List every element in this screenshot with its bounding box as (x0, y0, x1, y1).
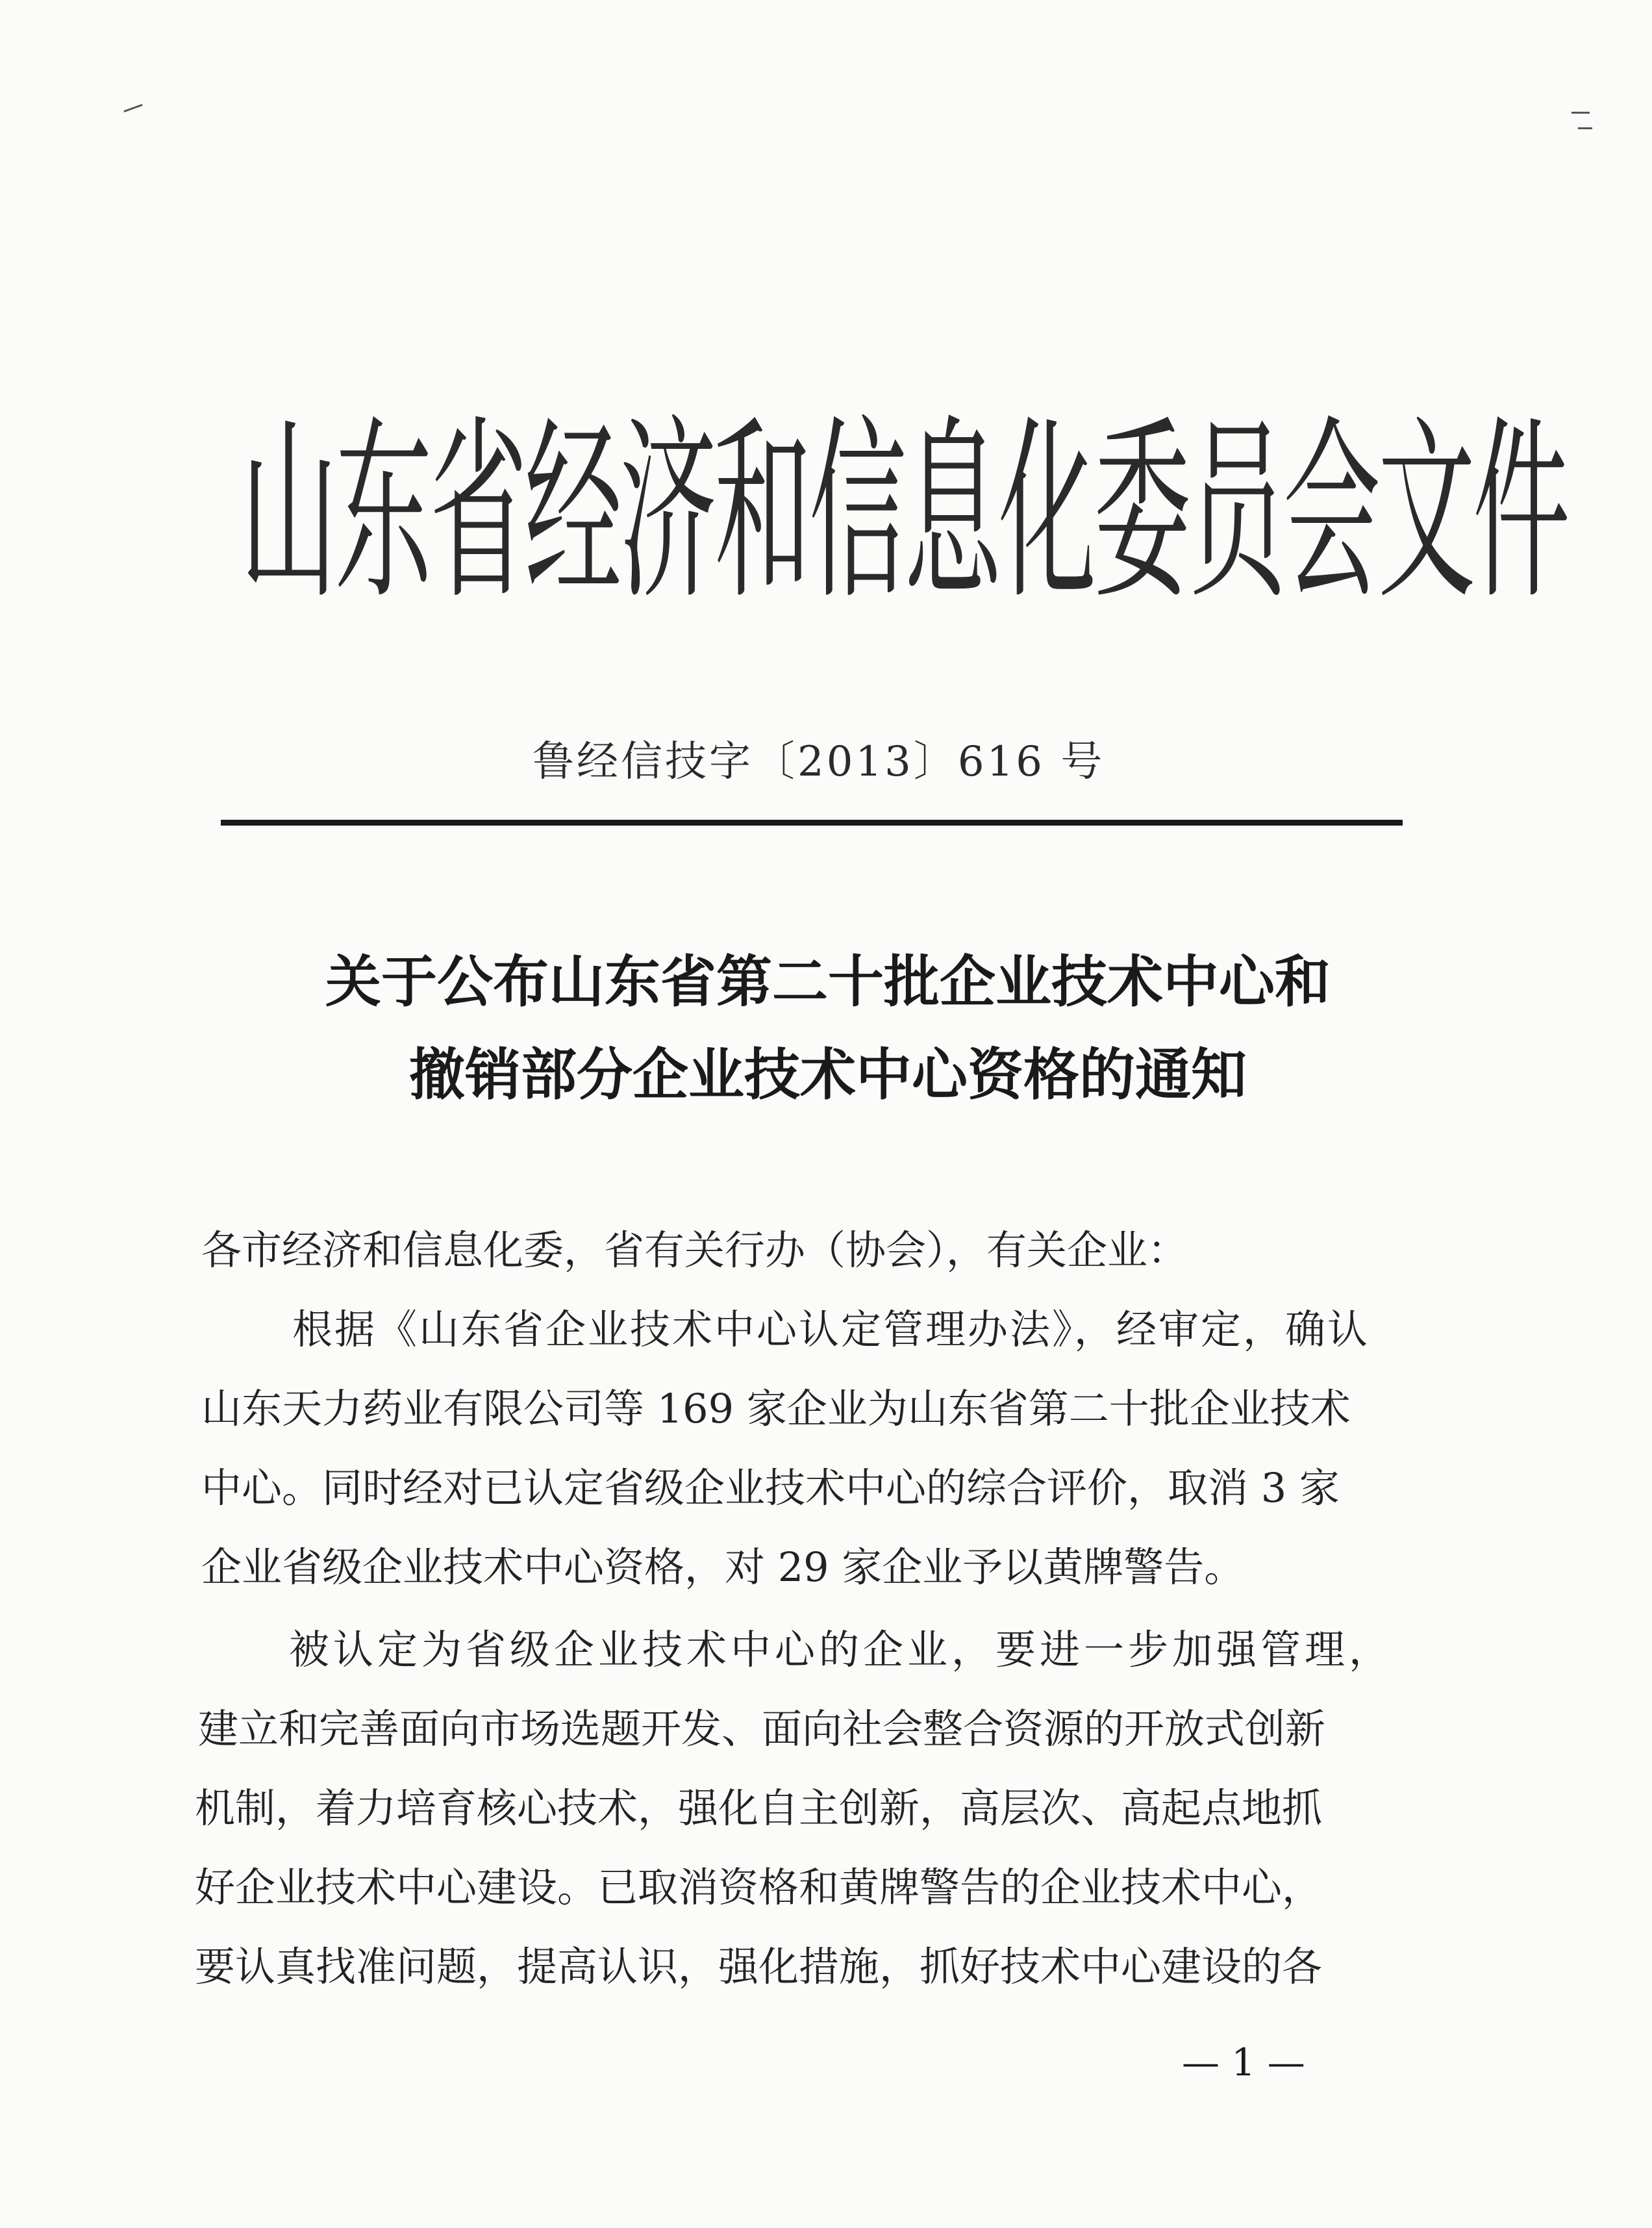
body-line: 建立和完善面向市场选题开发、面向社会整合资源的开放式创新 (198, 1705, 1326, 1753)
header-title: 山东省经济和信息化委员会文件 (240, 400, 1568, 626)
scan-speck (123, 104, 142, 112)
body-line: 企业省级企业技术中心资格，对 29 家企业予以黄牌警告。 (201, 1543, 1245, 1591)
salutation-line: 各市经济和信息化委，省有关行办（协会），有关企业： (201, 1226, 1188, 1274)
body-line: 被认定为省级企业技术中心的企业，要进一步加强管理， (289, 1626, 1394, 1673)
document-number: 鲁经信技字〔2013〕616 号 (532, 738, 1105, 786)
scan-speck (1578, 127, 1592, 129)
body-line: 要认真找准问题，提高认识，强化措施，抓好技术中心建设的各 (195, 1943, 1323, 1990)
notice-title-line-1: 关于公布山东省第二十批企业技术中心和 (325, 950, 1331, 1015)
page-number: — 1 — (1182, 2040, 1305, 2084)
body-line: 山东天力药业有限公司等 169 家企业为山东省第二十批企业技术 (201, 1385, 1351, 1432)
body-line: 根据《山东省企业技术中心认定管理办法》，经审定，确认 (292, 1306, 1370, 1353)
notice-title-line-2: 撤销部分企业技术中心资格的通知 (409, 1043, 1247, 1108)
scan-speck (1571, 112, 1590, 114)
body-line: 好企业技术中心建设。已取消资格和黄牌警告的企业技术中心， (195, 1864, 1323, 1911)
body-line: 机制，着力培育核心技术，强化自主创新，高层次、高起点地抓 (195, 1784, 1323, 1832)
header-divider (221, 820, 1403, 826)
body-line: 中心。同时经对已认定省级企业技术中心的综合评价，取消 3 家 (201, 1464, 1340, 1512)
